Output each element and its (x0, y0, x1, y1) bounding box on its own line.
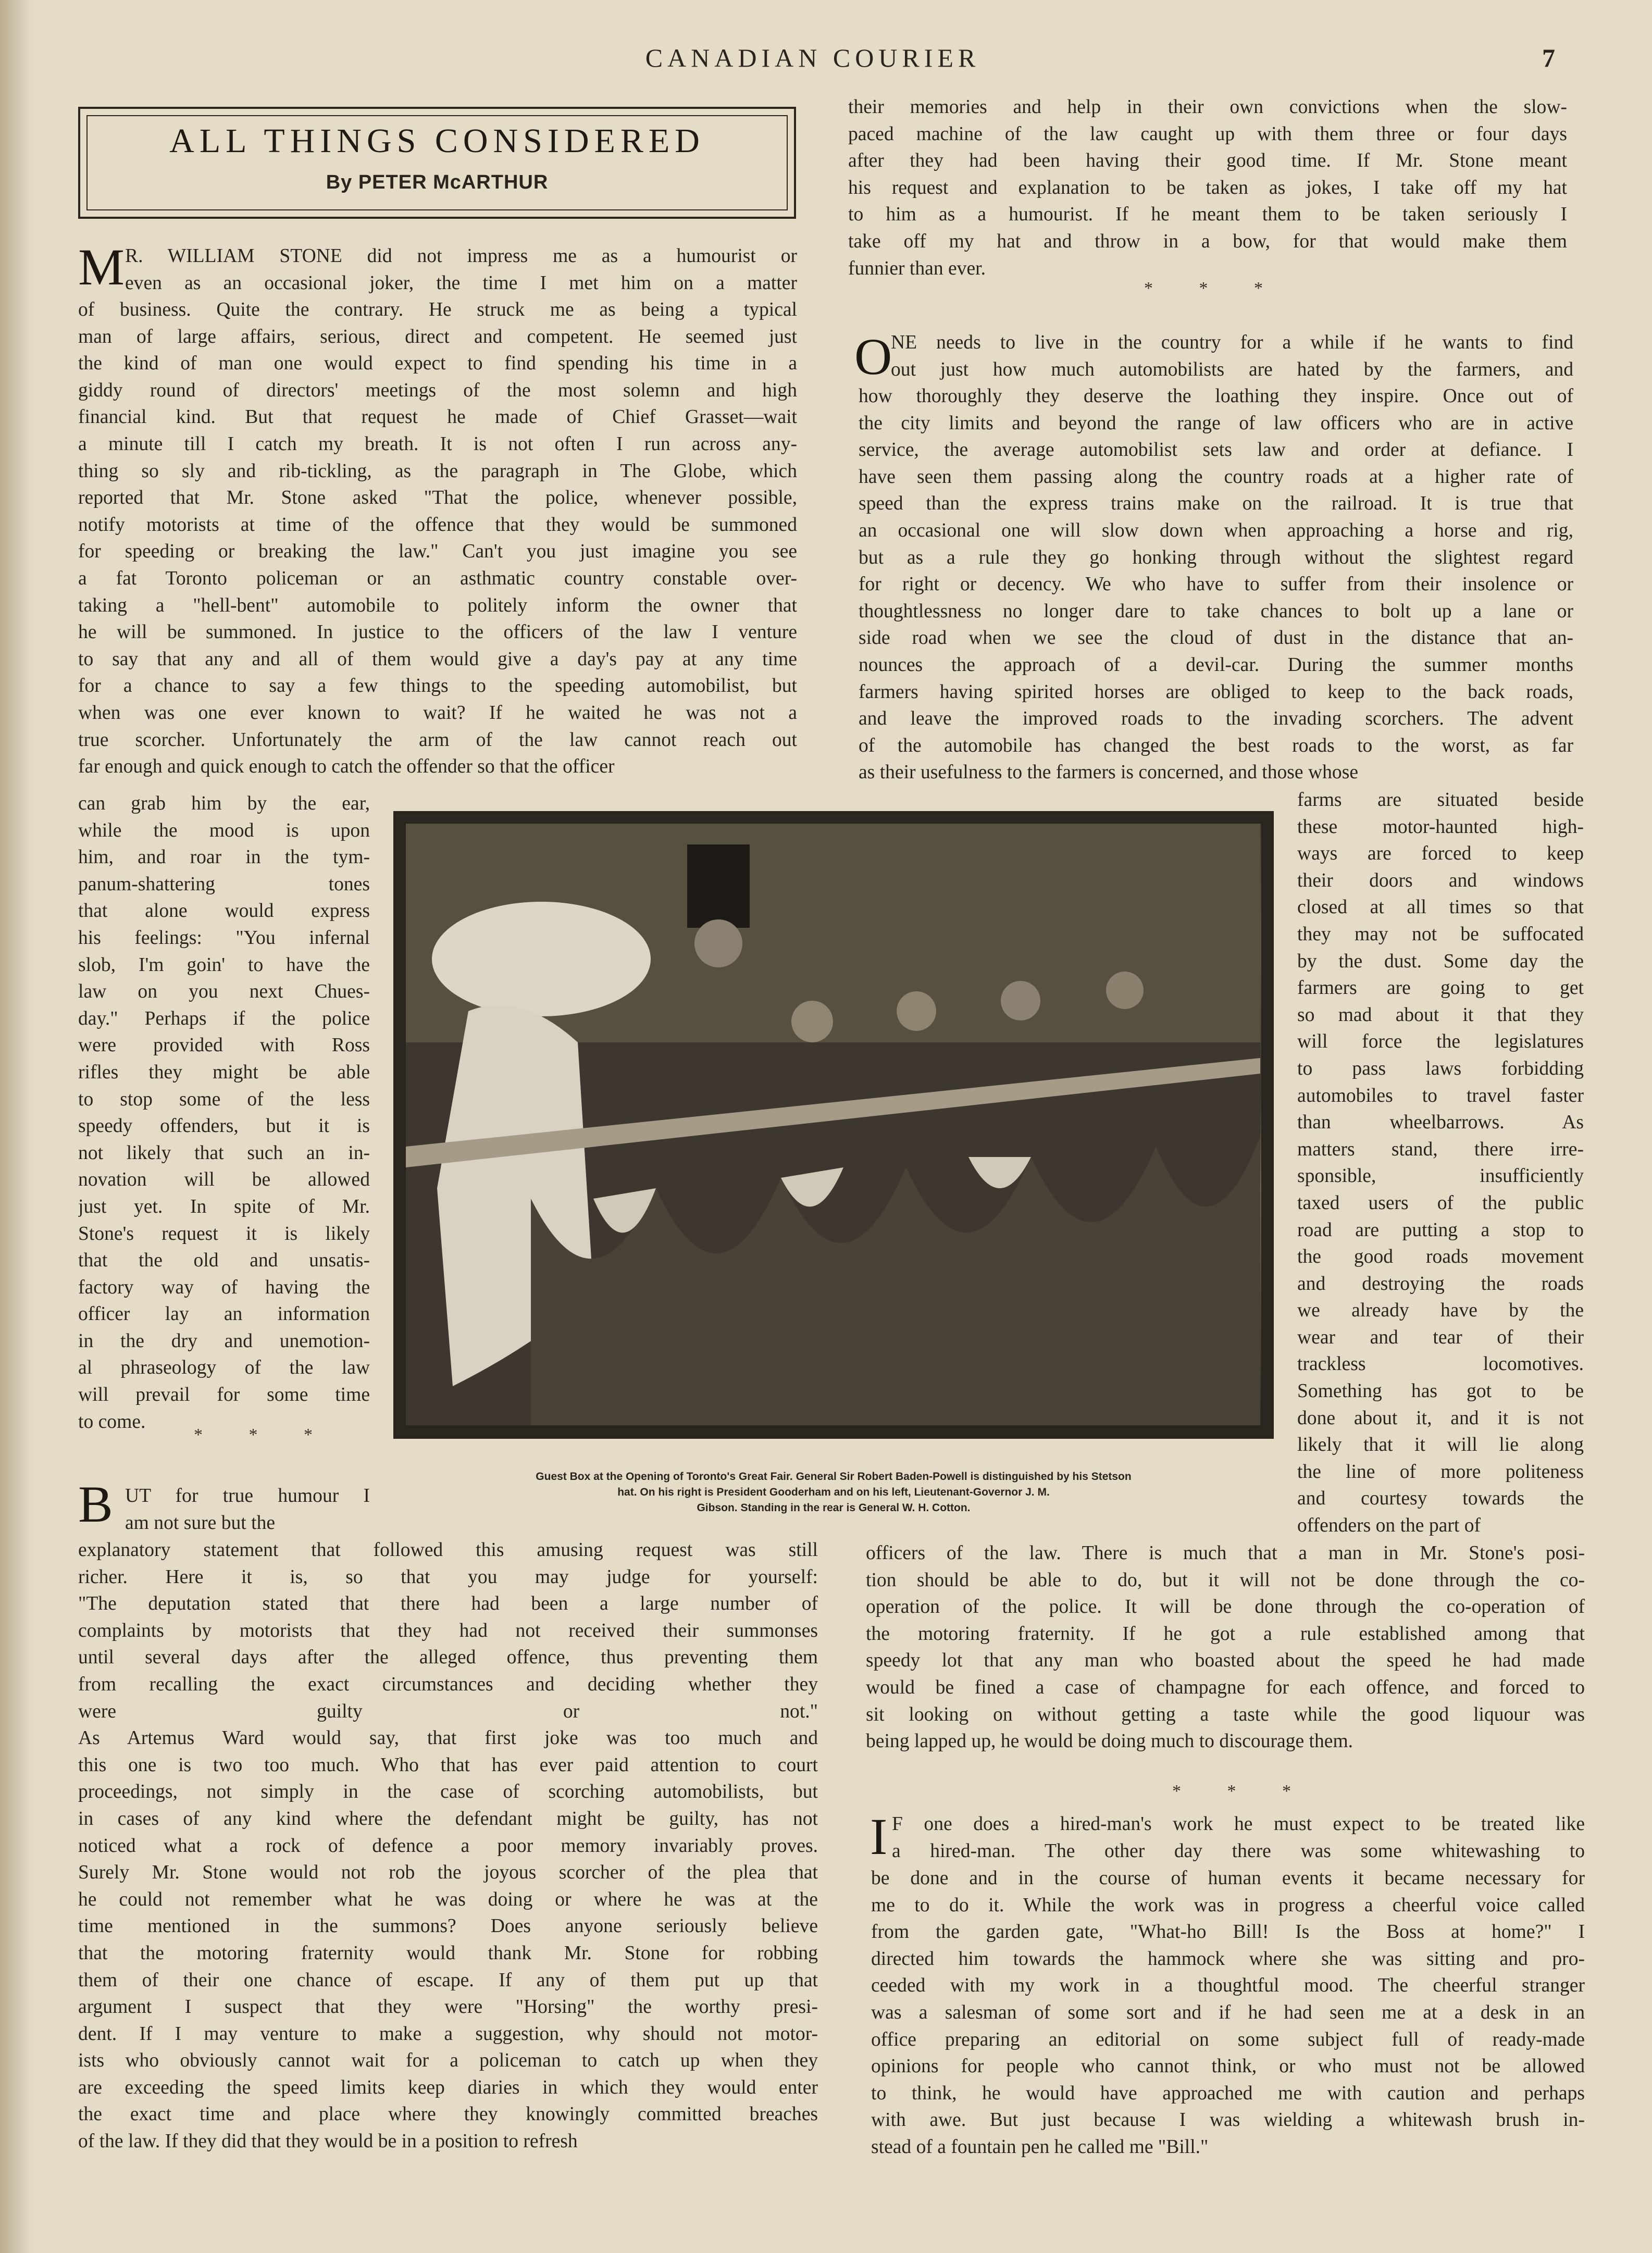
drop-cap-m: M (78, 238, 125, 296)
text-line: reported that Mr. Stone asked "That the police, whenever possible, (78, 487, 797, 509)
col1-para1 (78, 296, 797, 780)
text-line: the motoring fraternity. If he got a rule established among that (866, 1623, 1585, 1645)
text-line: and courtesy towards the (1297, 1488, 1584, 1510)
text-line: a hired-man. The other day there was some whitewashing to (892, 1840, 1585, 1862)
text-line: F one does a hired-man's work he must expect to be treated like (892, 1813, 1585, 1835)
text-line: them of their one chance of escape. If any of them put up that (78, 1969, 818, 1991)
text-line: side road when we see the cloud of dust in the distance that an- (859, 627, 1573, 649)
text-line: opinions for people who cannot think, or who must not be allowed (871, 2056, 1585, 2077)
text-line: and leave the improved roads to the invading scorchers. The advent (859, 708, 1573, 730)
text-line: to come. (78, 1411, 146, 1433)
text-line: how thoroughly they deserve the loathing they inspire. Once out of (859, 385, 1573, 407)
col1-para1-first-lines (125, 243, 797, 296)
text-line: al phraseology of the law (78, 1357, 370, 1379)
text-line: thing so sly and rib-tickling, as the paragraph in The Globe, which (78, 460, 797, 482)
text-line: an occasional one will slow down when approaching a horse and rig, (859, 519, 1573, 541)
text-line: to him as a humourist. If he meant them to be taken seriously I (848, 204, 1567, 226)
text-line: stead of a fountain pen he called me "Bill." (871, 2136, 1209, 2158)
text-line: to stop some of the less (78, 1088, 370, 1110)
text-line: ways are forced to keep (1297, 843, 1584, 865)
text-line: to pass laws forbidding (1297, 1057, 1584, 1079)
photo-image (404, 822, 1263, 1428)
text-line: his feelings: "You infernal (78, 927, 370, 949)
col2-para3-narrow (1297, 787, 1584, 1539)
text-line: in cases of any kind where the defendant might be guilty, has not (78, 1808, 818, 1829)
text-line: Something has got to be (1297, 1380, 1584, 1402)
text-line: operation of the police. It will be done through the co-operation of (866, 1596, 1585, 1618)
text-line: the city limits and beyond the range of law officers who are in active (859, 412, 1573, 434)
text-line: he will be summoned. In justice to the officers of the law I venture (78, 621, 797, 643)
text-line: these motor-haunted high- (1297, 816, 1584, 838)
text-line: man of large affairs, serious, direct and competent. He seemed just (78, 326, 797, 347)
text-line: paced machine of the law caught up with them three or four days (848, 123, 1567, 145)
text-line: that the motoring fraternity would thank Mr. Stone for robbing (78, 1942, 818, 1964)
text-line: UT for true humour I (125, 1485, 370, 1507)
text-line: rifles they might be able (78, 1061, 370, 1083)
text-line: argument I suspect that they were "Horsing" the worthy presi- (78, 1996, 818, 2018)
text-line: for a chance to say a few things to the speeding automobilist, but (78, 675, 797, 697)
text-line: officers of the law. There is much that a man in Mr. Stone's posi- (866, 1542, 1585, 1564)
text-line: offenders on the part of (1297, 1515, 1481, 1537)
text-line: far enough and quick enough to catch the offender so that the officer (78, 756, 615, 778)
text-line: so mad about it that they (1297, 1004, 1584, 1026)
text-line: directed him towards the hammock where she was sitting and pro- (871, 1948, 1585, 1970)
text-line: speedy lot that any man who boasted about the speed he had made (866, 1650, 1585, 1672)
text-line: matters stand, there irre- (1297, 1138, 1584, 1160)
text-line: can grab him by the ear, (78, 793, 370, 814)
text-line: they may not be suffocated (1297, 923, 1584, 945)
text-line: while the mood is upon (78, 819, 370, 841)
text-line: trackless locomotives. (1297, 1353, 1584, 1375)
text-line: are exceeding the speed limits keep diaries in which they would enter (78, 2076, 818, 2098)
text-line: he could not remember what he was doing or where he was at the (78, 1888, 818, 1910)
col2-para4-first-lines (892, 1811, 1585, 1864)
text-line: service, the average automobilist sets law and order at defiance. I (859, 439, 1573, 461)
text-line: farmers having spirited horses are obliged to keep to the back roads, (859, 681, 1573, 703)
text-line: farmers are going to get (1297, 977, 1584, 999)
text-line: that the old and unsatis- (78, 1250, 370, 1272)
text-line: the exact time and place where they knowingly committed breaches (78, 2103, 818, 2125)
text-line: from recalling the exact circumstances and deciding whether they (78, 1673, 818, 1695)
text-line: be done and in the course of human events it became necessary for (871, 1868, 1585, 1889)
text-line: being lapped up, he would be doing much to discourage them. (866, 1731, 1353, 1752)
text-line: to think, he would have approached me with caution and perhaps (871, 2082, 1585, 2104)
text-line: closed at all times so that (1297, 897, 1584, 918)
text-line: that alone would express (78, 900, 370, 922)
text-line: dent. If I may venture to make a suggestion, why should not motor- (78, 2023, 818, 2045)
text-line: likely that it will lie along (1297, 1434, 1584, 1456)
text-line: me to do it. While the work was in progress a cheerful voice called (871, 1894, 1585, 1916)
text-line: factory way of having the (78, 1276, 370, 1298)
text-line: As Artemus Ward would say, that first joke was too much and (78, 1727, 818, 1749)
text-line: thoughtlessness no longer dare to take chances to bolt up a lane or (859, 600, 1573, 622)
col2-para3-first-lines (891, 329, 1573, 383)
title-box (78, 107, 796, 219)
text-line: office preparing an editorial on some subject full of ready-made (871, 2028, 1585, 2050)
drop-cap-o: O (854, 328, 892, 385)
text-line: ists who obviously cannot wait for a policeman to catch up when they (78, 2050, 818, 2072)
text-line: sit looking on without getting a taste while the good liquour was (866, 1703, 1585, 1725)
text-line: done about it, and it is not (1297, 1407, 1584, 1429)
text-line: Stone's request it is likely (78, 1223, 370, 1244)
text-line: "The deputation stated that there had been a large number of (78, 1593, 818, 1615)
text-line: wear and tear of their (1297, 1326, 1584, 1348)
text-line: giddy round of directors' meetings of the most solemn and high (78, 379, 797, 401)
text-line: sponsible, insufficiently (1297, 1165, 1584, 1187)
col1-para2 (78, 1537, 818, 2155)
text-line: farms are situated beside (1297, 789, 1584, 811)
separator-stars-1: * * * (194, 1425, 333, 1445)
text-line: financial kind. But that request he made of Chief Grasset—wait (78, 406, 797, 428)
text-line: am not sure but the (125, 1512, 276, 1534)
text-line: officer lay an information (78, 1303, 370, 1325)
text-line: ceeded with my work in a thoughtful mood. The cheerful stranger (871, 1975, 1585, 1997)
text-line: even as an occasional joker, the time I met him on a matter (125, 272, 797, 294)
text-line: was a salesman of some sort and if he had seen me at a desk in an (871, 2001, 1585, 2023)
text-line: of business. Quite the contrary. He struck me as being a typical (78, 299, 797, 320)
text-line: out just how much automobilists are hated by the farmers, and (891, 358, 1573, 380)
text-line: from the garden gate, "What-ho Bill! Is the Boss at home?" I (871, 1921, 1585, 1943)
photo-caption (406, 1469, 1261, 1516)
text-line: for speeding or breaking the law." Can't you just imagine you see (78, 541, 797, 563)
separator-stars-2: * * * (1144, 279, 1284, 298)
text-line: were provided with Ross (78, 1035, 370, 1056)
text-line: their doors and windows (1297, 869, 1584, 891)
running-header: CANADIAN COURIER (645, 43, 980, 72)
article-byline: By PETER McARTHUR (326, 171, 549, 193)
col2-para3-end (866, 1540, 1585, 1755)
text-line: richer. Here it is, so that you may judge for yourself: (78, 1566, 818, 1588)
drop-cap-b: B (78, 1475, 113, 1533)
text-line: for right or decency. We who have to suffer from their insolence or (859, 574, 1573, 595)
text-line: funnier than ever. (848, 257, 986, 279)
text-line: Guest Box at the Opening of Toronto's Great Fair. General Sir Robert Baden-Powell is distinguished by his Stetson (536, 1471, 1132, 1483)
col2-para4 (871, 1865, 1585, 2161)
text-line: proceedings, not simply in the case of scorching automobilists, but (78, 1781, 818, 1803)
text-line: notify motorists at time of the offence that they would be summoned (78, 514, 797, 536)
text-line: the line of more politeness (1297, 1461, 1584, 1483)
text-line: day." Perhaps if the police (78, 1007, 370, 1029)
text-line: after they had been having their good time. If Mr. Stone meant (848, 150, 1567, 172)
text-line: him, and roar in the tym- (78, 847, 370, 868)
text-line: a minute till I catch my breath. It is not often I run across any- (78, 433, 797, 455)
text-line: hat. On his right is President Gooderham and on his left, Lieutenant-Governor J. M. (617, 1486, 1050, 1498)
text-line: in the dry and unemotion- (78, 1330, 370, 1352)
text-line: road are putting a stop to (1297, 1219, 1584, 1241)
text-line: will prevail for some time (78, 1384, 370, 1406)
text-line: will force the legislatures (1297, 1031, 1584, 1053)
text-line: not likely that such an in- (78, 1142, 370, 1164)
text-line: were guilty or not." (78, 1700, 818, 1722)
text-line: speed than the express trains make on the railroad. It is true that (859, 493, 1573, 515)
text-line: explanatory statement that followed this amusing request was still (78, 1539, 818, 1561)
col1-para2-narrow (125, 1483, 370, 1536)
photo-illustration (406, 824, 1260, 1425)
text-line: to say that any and all of them would give a day's pay at any time (78, 648, 797, 670)
page-gutter-shadow (0, 0, 31, 2253)
separator-stars-3: * * * (1172, 1782, 1312, 1801)
text-line: a fat Toronto policeman or an asthmatic country constable over- (78, 567, 797, 589)
text-line: NE needs to live in the country for a while if he wants to find (891, 332, 1573, 353)
text-line: nounces the approach of a devil-car. During the summer months (859, 654, 1573, 676)
text-line: of the law. If they did that they would be in a position to refresh (78, 2131, 578, 2152)
text-line: their memories and help in their own convictions when the slow- (848, 96, 1567, 118)
text-line: panum-shattering tones (78, 873, 370, 895)
text-line: his request and explanation to be taken as jokes, I take off my hat (848, 177, 1567, 198)
text-line: by the dust. Some day the (1297, 950, 1584, 972)
text-line: the kind of man one would expect to find spending his time in a (78, 353, 797, 375)
page-number: 7 (1542, 43, 1555, 72)
text-line: R. WILLIAM STONE did not impress me as a humourist or (125, 245, 797, 267)
text-line: automobiles to travel faster (1297, 1085, 1584, 1106)
text-line: law on you next Chues- (78, 981, 370, 1003)
text-line: slob, I'm goin' to have the (78, 954, 370, 976)
text-line: would be fined a case of champagne for each offence, and forced to (866, 1676, 1585, 1698)
drop-cap-i: I (870, 1808, 888, 1865)
text-line: of the automobile has changed the best roads to the worst, as far (859, 735, 1573, 756)
text-line: taking a "hell-bent" automobile to politely inform the owner that (78, 594, 797, 616)
text-line: speedy offenders, but it is (78, 1115, 370, 1137)
text-line: with awe. But just because I was wielding a whitewash brush in- (871, 2109, 1585, 2131)
text-line: taxed users of the public (1297, 1192, 1584, 1214)
text-line: when was one ever known to wait? If he waited he was not a (78, 702, 797, 724)
text-line: we already have by the (1297, 1300, 1584, 1322)
text-line: Gibson. Standing in the rear is General W. H. Cotton. (697, 1502, 971, 1514)
text-line: tion should be able to do, but it will not be done through the co- (866, 1569, 1585, 1591)
text-line: complaints by motorists that they had not received their summonses (78, 1620, 818, 1641)
text-line: time mentioned in the summons? Does anyone seriously believe (78, 1915, 818, 1937)
col2-para3 (859, 383, 1573, 786)
text-line: as their usefulness to the farmers is concerned, and those whose (859, 762, 1358, 783)
text-line: just yet. In spite of Mr. (78, 1196, 370, 1217)
col1-para1-narrow (78, 790, 370, 1435)
text-line: but as a rule they go honking through without the slightest regard (859, 546, 1573, 568)
text-line: the good roads movement (1297, 1246, 1584, 1268)
text-line: have seen them passing along the country roads at a higher rate of (859, 466, 1573, 488)
text-line: novation will be allowed (78, 1169, 370, 1191)
text-line: than wheelbarrows. As (1297, 1112, 1584, 1134)
col2-top (848, 94, 1567, 282)
text-line: until several days after the alleged offence, thus preventing them (78, 1647, 818, 1669)
text-line: true scorcher. Unfortunately the arm of the law cannot reach out (78, 729, 797, 751)
text-line: this one is two too much. Who that has ever paid attention to court (78, 1754, 818, 1776)
guest-box-photo (393, 811, 1274, 1439)
text-line: take off my hat and throw in a bow, for that would make them (848, 230, 1567, 252)
text-line: Surely Mr. Stone would not rob the joyous scorcher of the plea that (78, 1862, 818, 1884)
text-line: noticed what a rock of defence a poor memory invariably proves. (78, 1835, 818, 1857)
article-title: ALL THINGS CONSIDERED (169, 122, 705, 160)
text-line: and destroying the roads (1297, 1273, 1584, 1294)
